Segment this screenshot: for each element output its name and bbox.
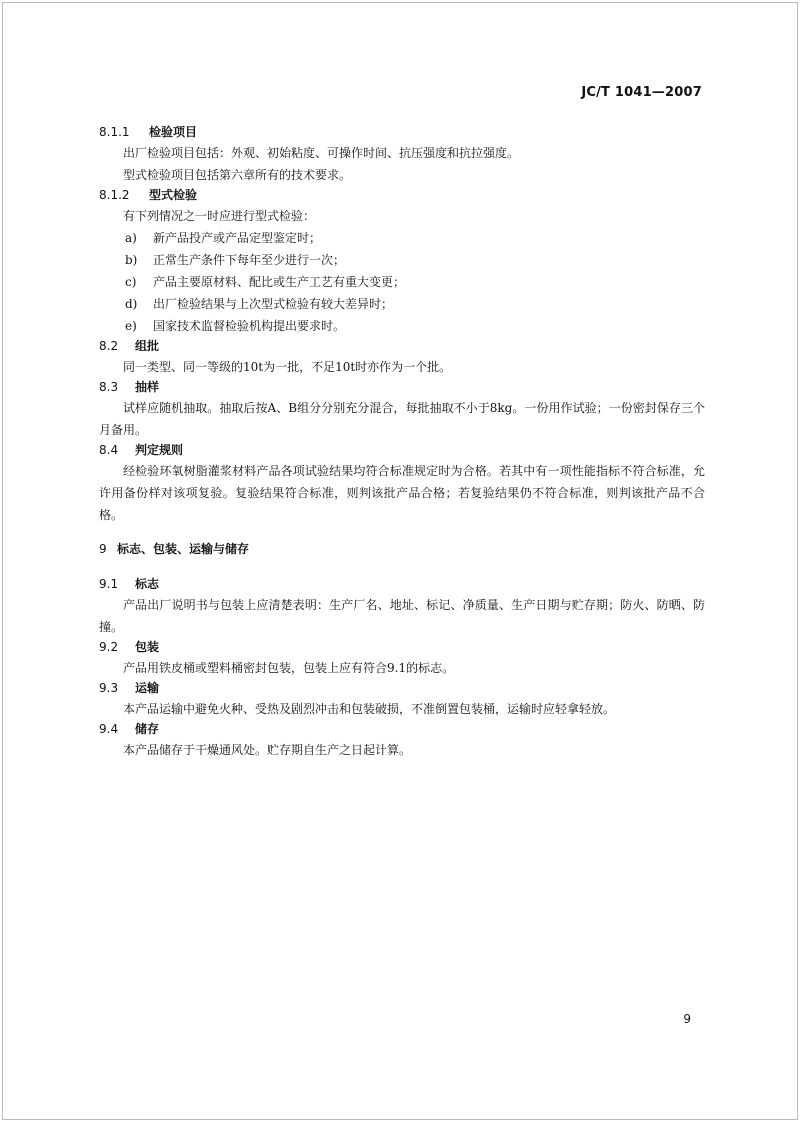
section-number: 8.4 xyxy=(99,443,119,457)
page-content xyxy=(99,123,705,761)
section-heading-8-3 xyxy=(99,378,705,397)
paragraph: 经检验环氧树脂灌浆材料产品各项试验结果均符合标准规定时为合格。若其中有一项性能指标不符合标准，允许用备份样对该项复验。复验结果符合标准，则判该批产品合格；若复验结果仍不符合标准，则判该批产品不合格。 xyxy=(99,464,705,522)
chapter-number: 9 xyxy=(99,542,107,556)
list-marker: b) xyxy=(125,253,138,267)
list-item xyxy=(99,271,705,293)
section-title: 标志 xyxy=(135,577,160,591)
section-number: 8.2 xyxy=(99,339,119,353)
list-item xyxy=(99,249,705,271)
list-item-text: 新产品投产或产品定型鉴定时； xyxy=(153,231,322,245)
chapter-heading-9 xyxy=(99,540,705,559)
page-number: 9 xyxy=(683,1012,691,1026)
section-number: 8.1.1 xyxy=(99,125,130,139)
section-title: 型式检验 xyxy=(149,188,198,202)
section-heading-8-2 xyxy=(99,337,705,356)
section-heading-8-1-2 xyxy=(99,186,705,205)
section-title: 检验项目 xyxy=(149,125,198,139)
paragraph: 出厂检验项目包括：外观、初始粘度、可操作时间、抗压强度和抗拉强度。 xyxy=(123,146,520,160)
paragraph: 产品用铁皮桶或塑料桶密封包装，包装上应有符合9.1的标志。 xyxy=(123,661,455,675)
paragraph: 本产品运输中避免火种、受热及剧烈冲击和包装破损，不准倒置包装桶，运输时应轻拿轻放。 xyxy=(123,702,616,716)
section-heading-9-2 xyxy=(99,638,705,657)
list-marker: a) xyxy=(125,231,137,245)
paragraph: 有下列情况之一时应进行型式检验： xyxy=(123,209,316,223)
list-item xyxy=(99,293,705,315)
section-heading-8-4 xyxy=(99,441,705,460)
list-marker: d) xyxy=(125,297,138,311)
section-heading-9-1 xyxy=(99,575,705,594)
list-marker: e) xyxy=(125,319,137,333)
list-marker: c) xyxy=(125,275,137,289)
paragraph: 型式检验项目包括第六章所有的技术要求。 xyxy=(123,168,352,182)
section-title: 储存 xyxy=(135,722,160,736)
section-title: 组批 xyxy=(135,339,160,353)
document-page xyxy=(2,2,798,1120)
section-number: 8.1.2 xyxy=(99,188,130,202)
chapter-title: 标志、包装、运输与储存 xyxy=(117,542,250,556)
section-number: 9.2 xyxy=(99,640,119,654)
section-title: 判定规则 xyxy=(135,443,184,457)
section-title: 抽样 xyxy=(135,380,160,394)
list-item-text: 出厂检验结果与上次型式检验有较大差异时； xyxy=(153,297,394,311)
section-heading-9-4 xyxy=(99,720,705,739)
list-item-text: 国家技术监督检验机构提出要求时。 xyxy=(153,319,346,333)
paragraph: 产品出厂说明书与包装上应清楚表明：生产厂名、地址、标记、净质量、生产日期与贮存期；防火、防晒、防撞。 xyxy=(99,598,705,634)
section-number: 9.3 xyxy=(99,681,119,695)
standard-code: JC/T 1041—2007 xyxy=(581,85,702,100)
paragraph: 本产品储存于干燥通风处。贮存期自生产之日起计算。 xyxy=(123,743,412,757)
section-title: 运输 xyxy=(135,681,160,695)
paragraph: 同一类型、同一等级的10t为一批，不足10t时亦作为一个批。 xyxy=(123,360,452,374)
paragraph: 试样应随机抽取。抽取后按A、B组分分别充分混合，每批抽取不小于8kg。一份用作试验；一份密封保存三个月备用。 xyxy=(99,401,705,437)
section-number: 8.3 xyxy=(99,380,119,394)
list-item-text: 正常生产条件下每年至少进行一次； xyxy=(153,253,346,267)
section-number: 9.1 xyxy=(99,577,119,591)
list-item-text: 产品主要原材料、配比或生产工艺有重大变更； xyxy=(153,275,406,289)
section-heading-9-3 xyxy=(99,679,705,698)
list-item xyxy=(99,315,705,337)
section-title: 包装 xyxy=(135,640,160,654)
section-number: 9.4 xyxy=(99,722,119,736)
list-item xyxy=(99,227,705,249)
section-heading-8-1-1 xyxy=(99,123,705,142)
